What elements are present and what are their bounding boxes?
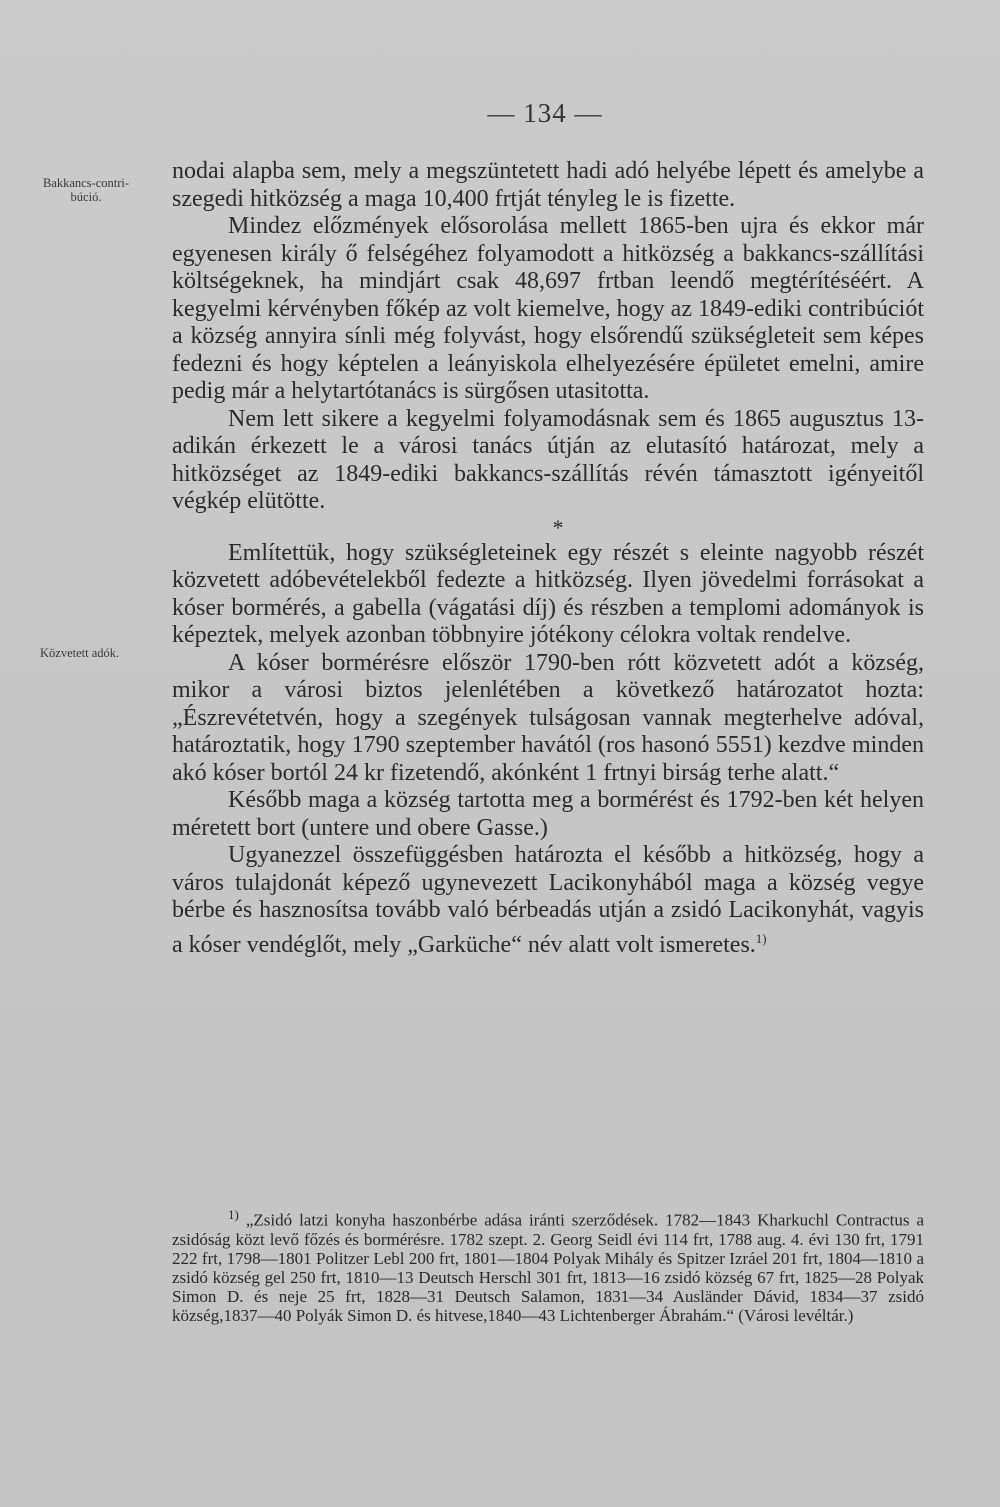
- main-text: [172, 158, 924, 959]
- paragraph: Említettük, hogy szükségleteinek egy részét s eleinte nagyobb részét közvetett adóbevételekből fedezte a hitközség. Ilyen jövedelmi forrásokat a kóser bormérés, a gabella (vágatási díj) és részben a templomi adományok is képeztek, melyek azonban többnyire jótékony célokra voltak rendelve.: [172, 539, 924, 648]
- paragraph-text: Ugyanezzel összefüggésben határozta el később a hitközség, hogy a város tulajdonát képező ugynevezett Lacikonyhából maga a község vegye bérbe és hasznosítsa tovább való bérbeadás utján a zsidó Lacikonyhát, vagyis a kóser vendéglőt, mely „Garküche“ név alatt volt ismeretes.: [172, 842, 924, 958]
- footnote-text: „Zsidó latzi konyha haszonbérbe adása iránti szerződések. 1782—1843 Kharkuchl Contractus a zsidóság közt levő főzés és bormérésre. 1782 szept. 2. Georg Seidl évi 114 frt, 1788 aug. 4. évi 130 frt, 1791 222 frt, 1798—1801 Politzer Lebl 200 frt, 1801—1804 Polyak Mihály és Spitzer Izráel 201 frt, 1804—1810 a zsidó község gel 250 frt, 1810—13 Deutsch Herschl 301 frt, 1813—16 zsidó község 67 frt, 1825—28 Polyak Simon D. és neje 25 frt, 1828—31 Deutsch Salamon, 1831—34 Ausländer Dávid, 1834—37 zsidó község,1837—40 Polyák Simon D. és hitvese,1840—43 Lichtenberger Ábrahám.“ (Városi levéltár.): [172, 1210, 925, 1325]
- paragraph: A kóser bormérésre először 1790-ben rótt közvetett adót a község, mikor a városi biztos jelenlétében a következő határozatot hozta: „Észrevétetvén, hogy a szegények tulságosan vannak megterhelve adóval, határoztatik, hogy 1790 szeptember havától (ros hasonó 5551) kezdve minden akó kóser bortól 24 kr fizetendő, akónként 1 frtnyi birság terhe alatt.“: [172, 649, 924, 786]
- margin-note-bakkancs: Bakkancs-contri-búció.: [42, 176, 130, 204]
- footnote: [172, 1205, 924, 1325]
- paragraph: nodai alapba sem, mely a megszüntetett hadi adó helyébe lépett és amelybe a szegedi hitközség a maga 10,400 frtját tényleg le is fizette.: [172, 158, 924, 212]
- paragraph: Később maga a község tartotta meg a bormérést és 1792-ben két helyen méretett bort (untere und obere Gasse.): [172, 787, 924, 841]
- paragraph: Mindez előzmények elősorolása mellett 1865-ben ujra és ekkor már egyenesen király ő felségéhez folyamodott a hitközség a bakkancs-szállítási költségeknek, ha mindjárt csak 48,697 frtban leendő megtérítéséért. A kegyelmi kérvényben főkép az volt kiemelve, hogy az 1849-ediki contribúciót a község annyira sínli még folyvást, hogy elsőrendű szükségleteit sem képes fedezni és hogy képtelen a leányiskola elhelyezésére épületet emelni, amire pedig már a helytartótanács is sürgősen utasitotta.: [172, 213, 924, 404]
- margin-note-kozvetett: Közvetett adók.: [40, 646, 120, 660]
- footnote-reference: 1): [755, 930, 767, 946]
- paragraph-with-footnote: [172, 842, 924, 959]
- paragraph: Nem lett sikere a kegyelmi folyamodásnak sem és 1865 augusztus 13-adikán érkezett le a városi tanács útján az elutasító határozat, mely a hitközséget az 1849-ediki bakkancs-szállítás révén támasztott igényeitől végkép elütötte.: [172, 405, 924, 514]
- footnote-marker: 1): [228, 1207, 239, 1222]
- page-number: — 134 —: [487, 98, 603, 128]
- footnotes: [172, 1205, 924, 1325]
- section-separator: *: [552, 514, 564, 540]
